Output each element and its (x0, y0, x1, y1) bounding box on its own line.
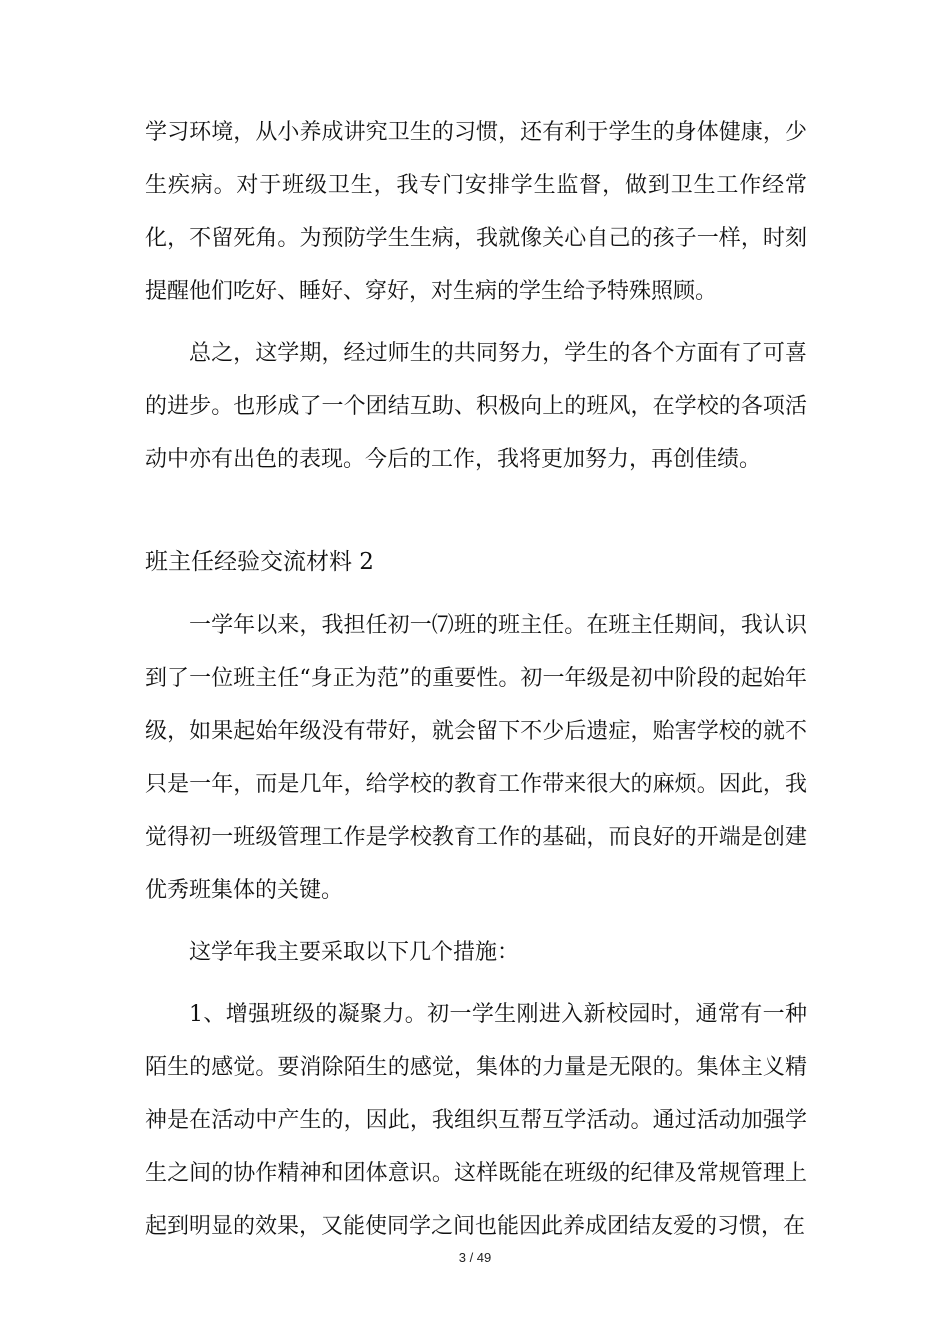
page-number: 3 / 49 (458, 1250, 492, 1265)
document-body (145, 106, 807, 1253)
section-heading: 班主任经验交流材料 2 (145, 549, 374, 575)
paragraph-hygiene-continued: 学习环境，从小养成讲究卫生的习惯，还有利于学生的身体健康，少生疾病。对于班级卫生，我专门安排学生监督，做到卫生工作经常化，不留死角。为预防学生生病，我就像关心自己的孩子一样，时刻提醒他们吃好、睡好、穿好，对生病的学生给予特殊照顾。 (145, 120, 807, 304)
paragraph-intro: 一学年以来，我担任初一⑺班的班主任。在班主任期间，我认识到了一位班主任“身正为范”的重要性。初一年级是初中阶段的起始年级，如果起始年级没有带好，就会留下不少后遗症，贻害学校的就不只是一年，而是几年，给学校的教育工作带来很大的麻烦。因此，我觉得初一班级管理工作是学校教育工作的基础，而良好的开端是创建优秀班集体的关键。 (145, 613, 807, 903)
paragraph-measure-1: 1、增强班级的凝聚力。初一学生刚进入新校园时，通常有一种陌生的感觉。要消除陌生的感觉，集体的力量是无限的。集体主义精神是在活动中产生的，因此，我组织互帮互学活动。通过活动加强学生之间的协作精神和团体意识。这样既能在班级的纪律及常规管理上起到明显的效果，又能使同学之间也能因此养成团结友爱的习惯，在 (145, 1002, 807, 1239)
paragraph-measures-lead: 这学年我主要采取以下几个措施： (189, 940, 520, 965)
paragraph-summary: 总之，这学期，经过师生的共同努力，学生的各个方面有了可喜的进步。也形成了一个团结互助、积极向上的班风，在学校的各项活动中亦有出色的表现。今后的工作，我将更加努力，再创佳绩。 (145, 341, 807, 472)
